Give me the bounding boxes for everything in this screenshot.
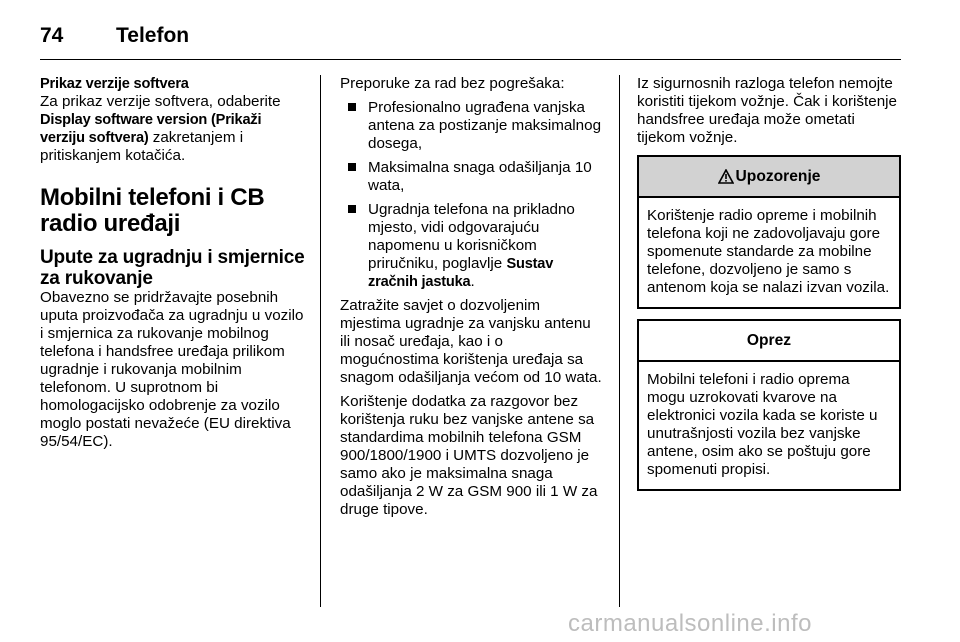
caution-box-body bbox=[639, 362, 899, 489]
warning-box-body bbox=[639, 198, 899, 307]
handsfree-paragraph: Korištenje dodatka za razgovor bez korištenja ruku bez vanjske antene sa standardima mobilnih telefona GSM 900/1800/1900 i UMTS dozvoljeno je samo ako je maksimalna snaga odašiljanja 2 W za GSM 900 ili 1 W za druge tipove. bbox=[340, 393, 598, 518]
column-divider bbox=[320, 75, 321, 607]
bullet-square-icon bbox=[348, 103, 356, 111]
bullet-square-icon bbox=[348, 163, 356, 171]
column-left bbox=[40, 75, 308, 457]
warning-box-header bbox=[639, 157, 899, 198]
watermark: carmanualsonline.info bbox=[568, 610, 812, 637]
software-menu-name: Display software version (Prikaži verziju softvera) bbox=[40, 112, 262, 146]
warning-box bbox=[637, 155, 901, 309]
page-header bbox=[40, 16, 189, 56]
column-middle bbox=[340, 75, 604, 525]
list-item: Ugradnja telefona na prikladno mjesto, vidi odgovarajuću napomenu u korisničkom priručniku, poglavlje Sustav zračnih jastuka. bbox=[340, 201, 604, 291]
software-heading: Prikaz verzije softvera bbox=[40, 76, 189, 92]
caution-box bbox=[637, 319, 901, 491]
airbag-chapter-ref: Sustav zračnih jastuka bbox=[368, 256, 554, 290]
antenna-paragraph: Zatražite savjet o dozvoljenim mjestima ugradnje za vanjsku antenu ili nosač uređaja, kao i o mogućnostima korištenja uređaja sa snagom odašiljanja većom od 10 wata. bbox=[340, 297, 602, 386]
column-right bbox=[637, 75, 901, 499]
warning-title: Upozorenje bbox=[735, 167, 821, 185]
warning-triangle-icon bbox=[718, 169, 734, 184]
software-text-2: zakretanjem i pritiskanjem kotačića. bbox=[40, 129, 244, 164]
page-number: 74 bbox=[40, 24, 64, 47]
caution-box-header bbox=[639, 321, 899, 362]
sub-title: Upute za ugradnju i smjernice za rukovanje bbox=[40, 247, 305, 289]
page-title: Telefon bbox=[116, 24, 190, 47]
caution-title: Oprez bbox=[746, 331, 792, 349]
installation-body: Obavezno se pridržavajte posebnih uputa proizvođača za ugradnju u vozilo i smjernica za rukovanje mobilnog telefona i handsfree uređaja prilikom ugradnje i rukovanja mobilnim telefonom. U suprotnom bi homologacijsko odobrenje za vozilo moglo postati nevažeće (EU direktiva 95/54/EC). bbox=[40, 289, 304, 450]
recommendations-list bbox=[340, 99, 604, 291]
safety-intro: Iz sigurnosnih razloga telefon nemojte koristiti tijekom vožnje. Čak i korištenje handsfree uređaja može ometati tijekom vožnje. bbox=[637, 75, 897, 146]
warning-text: Korištenje radio opreme i mobilnih telefona koji ne zadovoljavaju gore spomenute standarde za mobilne telefone, dozvoljeno je samo s antenom koja se nalazi izvan vozila. bbox=[647, 207, 890, 296]
column-divider bbox=[619, 75, 620, 607]
header-rule bbox=[40, 59, 901, 60]
software-paragraph bbox=[40, 93, 308, 165]
caution-text: Mobilni telefoni i radio oprema mogu uzrokovati kvarove na elektronici vozila kada se koriste u unutrašnjosti vozila bez vanjske antene, osim ako se poštuju gore spomenuti propisi. bbox=[647, 371, 878, 478]
list-item: Profesionalno ugrađena vanjska antena za postizanje maksimalnog dosega, bbox=[340, 99, 604, 153]
recommendations-intro: Preporuke za rad bez pogrešaka: bbox=[340, 75, 565, 92]
bullet-square-icon bbox=[348, 205, 356, 213]
section-title: Mobilni telefoni i CB radio uređaji bbox=[40, 184, 265, 237]
list-item: Maksimalna snaga odašiljanja 10 wata, bbox=[340, 159, 604, 195]
software-text-1: Za prikaz verzije softvera, odaberite bbox=[40, 93, 281, 110]
